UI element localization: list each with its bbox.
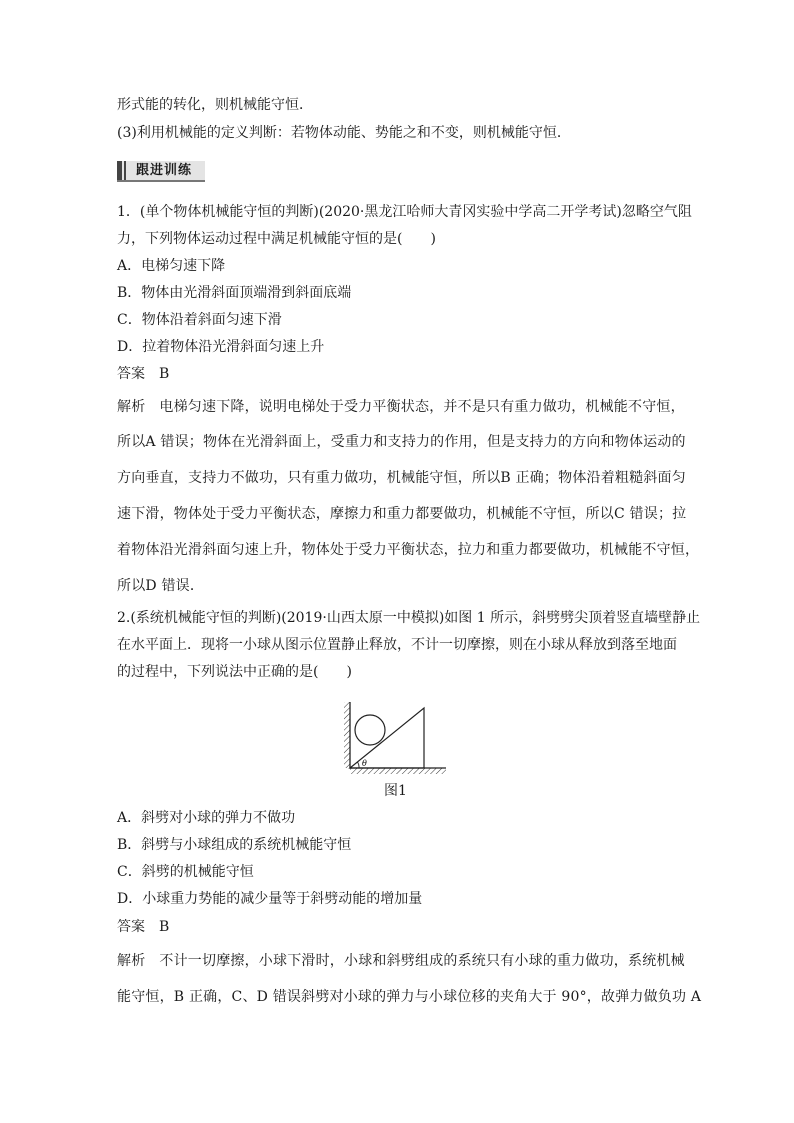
q2-stem-line-2: 在水平面上．现将一小球从图示位置静止释放，不计一切摩擦，则在小球从释放到落至地面 bbox=[117, 637, 677, 653]
q1-answer bbox=[117, 365, 169, 383]
figure-caption: 图1 bbox=[384, 783, 407, 799]
ball bbox=[355, 715, 385, 745]
q2-option-b: B．斜劈与小球组成的系统机械能守恒 bbox=[117, 837, 352, 853]
analysis-text: 电梯匀速下降，说明电梯处于受力平衡状态，并不是只有重力做功，机械能不守恒， bbox=[159, 399, 685, 415]
q2-option-c: C．斜劈的机械能守恒 bbox=[117, 864, 254, 880]
angle-label: θ bbox=[362, 759, 367, 768]
q1-analysis-line-3: 方向垂直，支持力不做功，只有重力做功，机械能守恒，所以B 正确；物体沿着粗糙斜面匀 bbox=[117, 470, 686, 486]
q2-stem-line-3: 的过程中，下列说法中正确的是( ) bbox=[117, 664, 352, 680]
q1-option-c: C．物体沿着斜面匀速下滑 bbox=[117, 312, 282, 328]
q1-option-a: A．电梯匀速下降 bbox=[117, 258, 226, 274]
q1-analysis-line-5: 着物体沿光滑斜面匀速上升，物体处于受力平衡状态，拉力和重力都要做功，机械能不守恒， bbox=[117, 542, 700, 558]
q2-analysis-line-1 bbox=[117, 952, 685, 970]
answer-label: 答案 bbox=[117, 366, 145, 382]
section-tag-label: 跟进训练 bbox=[136, 163, 193, 178]
answer-value: B bbox=[159, 366, 170, 382]
intro-line-2: (3)利用机械能的定义判断：若物体动能、势能之和不变，则机械能守恒． bbox=[117, 125, 571, 141]
analysis-label: 解析 bbox=[117, 399, 146, 415]
q1-stem-line-2: 力，下列物体运动过程中满足机械能守恒的是( ) bbox=[117, 231, 436, 247]
q2-stem-line-1: 2.(系统机械能守恒的判断)(2019·山西太原一中模拟)如图 1 所示，斜劈劈尖顶着竖直墙壁静止 bbox=[117, 610, 701, 626]
q1-analysis-line-2: 所以A 错误；物体在光滑斜面上，受重力和支持力的作用，但是支持力的方向和物体运动的 bbox=[117, 434, 686, 450]
q1-analysis-line-6: 所以D 错误． bbox=[117, 578, 205, 594]
ground-hatch bbox=[350, 768, 446, 774]
intro-line-1: 形式能的转化，则机械能守恒． bbox=[117, 97, 313, 113]
q1-analysis-line-4: 速下滑，物体处于受力平衡状态，摩擦力和重力都要做功，机械能不守恒，所以C 错误；拉 bbox=[117, 506, 687, 522]
q1-option-b: B．物体由光滑斜面顶端滑到斜面底端 bbox=[117, 285, 352, 301]
q2-analysis-line-2: 能守恒，B 正确，C、D 错误斜劈对小球的弹力与小球位移的夹角大于 90°，故弹力做负功 A bbox=[117, 989, 702, 1005]
q1-stem-line-1: 1．(单个物体机械能守恒的判断)(2020·黑龙江哈师大青冈实验中学高二开学考试)忽略空气阻 bbox=[117, 204, 692, 220]
q1-option-d: D．拉着物体沿光滑斜面匀速上升 bbox=[117, 339, 325, 355]
q2-option-d: D．小球重力势能的减少量等于斜劈动能的增加量 bbox=[117, 891, 423, 907]
analysis-label: 解析 bbox=[117, 953, 146, 969]
tag-bar-thin-icon bbox=[124, 161, 126, 180]
angle-arc bbox=[358, 762, 360, 768]
section-tag bbox=[117, 161, 205, 182]
tag-bar-icon bbox=[117, 161, 122, 180]
answer-label: 答案 bbox=[117, 919, 145, 935]
answer-value: B bbox=[159, 919, 170, 935]
q2-option-a: A．斜劈对小球的弹力不做功 bbox=[117, 810, 296, 826]
incline-ball-diagram bbox=[340, 700, 450, 775]
q1-analysis-line-1 bbox=[117, 398, 685, 416]
wall-hatch bbox=[344, 702, 350, 768]
q2-answer bbox=[117, 918, 169, 936]
analysis-text: 不计一切摩擦，小球下滑时，小球和斜劈组成的系统只有小球的重力做功，系统机械 bbox=[159, 953, 685, 969]
